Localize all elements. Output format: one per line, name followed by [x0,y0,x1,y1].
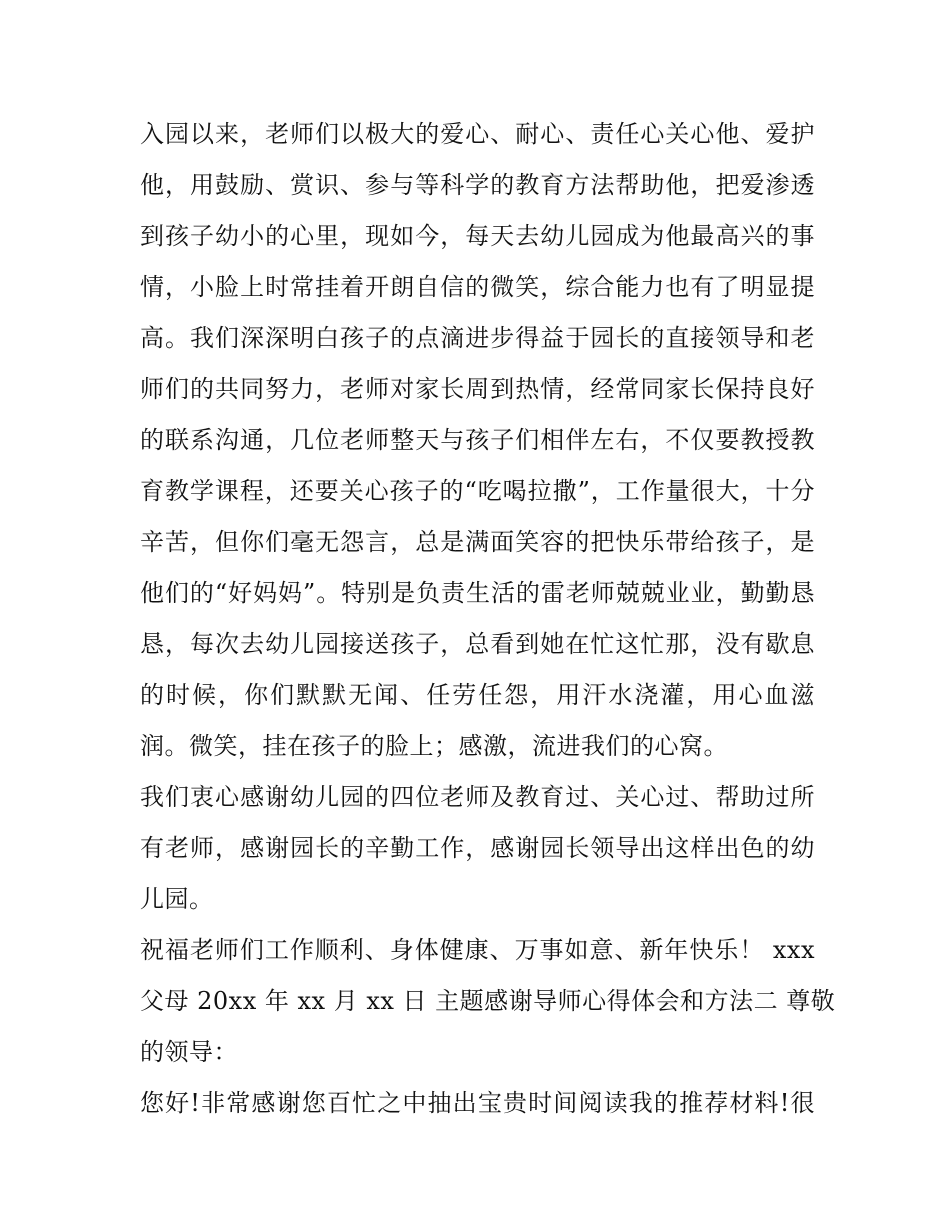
text-line: 的联系沟通，几位老师整天与孩子们相伴左右，不仅要教授教 [140,426,815,454]
text-line: 高。我们深深明白孩子的点滴进步得益于园长的直接领导和老 [140,324,815,352]
text-line: 有老师，感谢园长的辛勤工作，感谢园长领导出这样出色的幼 [140,834,815,862]
text-line: 的领导： [140,1038,238,1066]
text-line: 父母 20xx 年 xx 月 xx 日 主题感谢导师心得体会和方法二 尊敬 [140,987,836,1015]
text-line: 的时候，你们默默无闻、任劳任怨，用汗水浇灌，用心血滋 [140,681,815,709]
text-line: 恳，每次去幼儿园接送孩子，总看到她在忙这忙那，没有歇息 [140,630,815,658]
text-line: 我们衷心感谢幼儿园的四位老师及教育过、关心过、帮助过所 [140,783,815,811]
document-body [140,109,836,1129]
text-line: 辛苦，但你们毫无怨言，总是满面笑容的把快乐带给孩子，是 [140,528,815,556]
text-line: 儿园。 [140,885,214,913]
text-line: 他们的“好妈妈”。特别是负责生活的雷老师兢兢业业，勤勤恳 [140,579,815,607]
text-line: 到孩子幼小的心里，现如今，每天去幼儿园成为他最高兴的事 [140,222,815,250]
text-line: 您好!非常感谢您百忙之中抽出宝贵时间阅读我的推荐材料!很 [140,1089,815,1117]
text-line: 育教学课程，还要关心孩子的“吃喝拉撒”，工作量很大，十分 [140,477,815,505]
text-line: 润。微笑，挂在孩子的脸上；感激，流进我们的心窝。 [140,732,728,760]
text-line: 情，小脸上时常挂着开朗自信的微笑，综合能力也有了明显提 [140,273,815,301]
text-line: 祝福老师们工作顺利、身体健康、万事如意、新年快乐！ xxx [140,936,815,964]
text-line: 他，用鼓励、赏识、参与等科学的教育方法帮助他，把爱渗透 [140,171,815,199]
text-line: 入园以来，老师们以极大的爱心、耐心、责任心关心他、爱护 [140,120,815,148]
text-line: 师们的共同努力，老师对家长周到热情，经常同家长保持良好 [140,375,815,403]
